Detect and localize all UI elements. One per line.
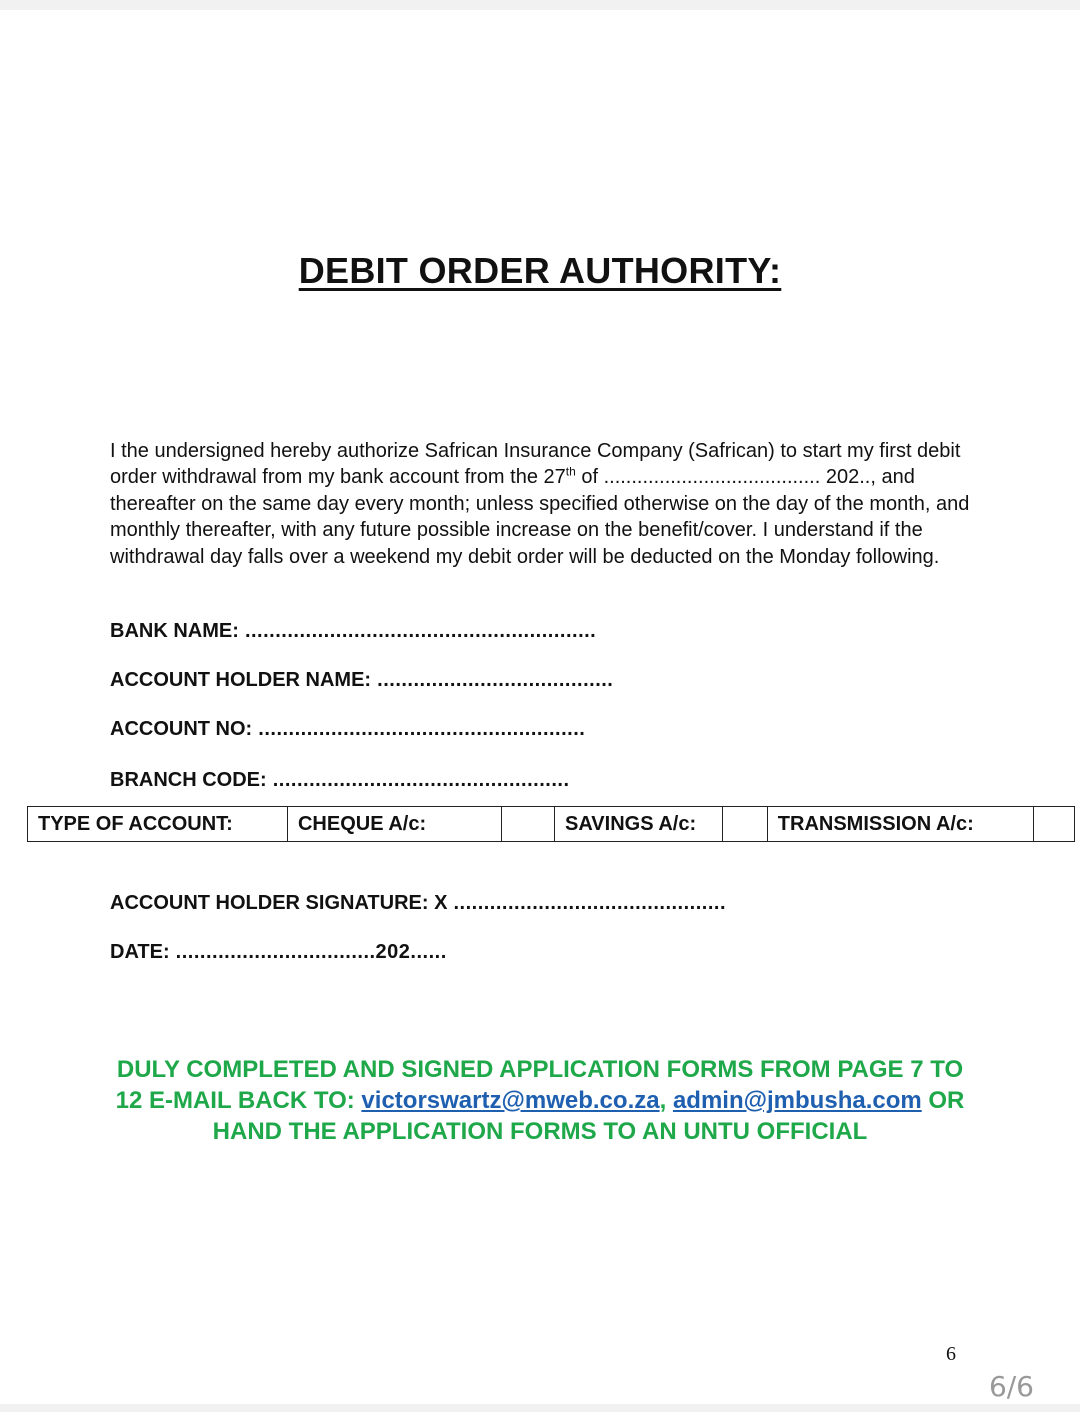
cheque-checkbox[interactable] [501, 807, 554, 842]
savings-checkbox[interactable] [722, 807, 767, 842]
bank-name-field[interactable] [110, 620, 596, 643]
savings-label: SAVINGS A/c: [555, 807, 723, 842]
notice-text-1: DULY COMPLETED AND SIGNED APPLICATION FORMS FROM PAGE 7 TO 12 E-MAIL BACK TO: [115, 1056, 964, 1114]
bank-name-label: BANK NAME: [110, 620, 239, 642]
cheque-label: CHEQUE A/c: [287, 807, 501, 842]
branch-code-field[interactable] [110, 769, 570, 792]
intro-text-3: and thereafter on the same day every month; unless specified otherwise on the day of the month, and monthly thereafter, with any future possible increase on the benefit/cover. I understand if the withdrawal day falls over a weekend my debit order will be deducted on the Monday following. [110, 466, 970, 568]
page-counter: 6/6 [988, 1370, 1034, 1403]
title-text: DEBIT ORDER AUTHORITY: [298, 250, 782, 291]
intro-superscript: th [565, 464, 576, 479]
branch-code-label: BRANCH CODE: [110, 769, 267, 791]
account-no-dots[interactable]: ...................................................... [252, 718, 586, 740]
date-label: DATE: [110, 941, 170, 963]
authorization-paragraph [110, 438, 990, 570]
notice-text-2: OR HAND THE APPLICATION FORMS TO AN UNTU OFFICIAL [212, 1087, 965, 1145]
account-holder-name-label: ACCOUNT HOLDER NAME: [110, 669, 372, 691]
account-type-label: TYPE OF ACCOUNT: [28, 807, 288, 842]
date-field[interactable] [110, 941, 447, 964]
signature-field[interactable] [110, 892, 726, 915]
notice-comma: , [659, 1087, 667, 1114]
transmission-checkbox[interactable] [1033, 807, 1074, 842]
signature-label: ACCOUNT HOLDER SIGNATURE: X [110, 892, 448, 914]
date-dots[interactable]: .................................202...... [169, 941, 447, 963]
signature-dots[interactable]: ............................................. [447, 892, 727, 914]
document-page [0, 10, 1080, 1404]
account-type-table [27, 806, 1075, 842]
email-link-victorswartz[interactable]: victorswartz@mweb.co.za [361, 1087, 660, 1114]
submission-notice [110, 1054, 970, 1147]
bank-name-dots[interactable]: .......................................................... [238, 620, 597, 642]
branch-code-dots[interactable]: ................................................. [266, 769, 570, 791]
account-holder-name-dots[interactable]: ....................................... [371, 669, 614, 691]
account-holder-name-field[interactable] [110, 669, 613, 692]
transmission-label: TRANSMISSION A/c: [767, 807, 1033, 842]
account-no-field[interactable] [110, 718, 585, 741]
account-type-row [28, 807, 1075, 842]
page-number: 6 [946, 1343, 956, 1365]
email-link-admin[interactable]: admin@jmbusha.com [672, 1087, 922, 1114]
page-title [0, 250, 1080, 292]
intro-text-1: I the undersigned hereby authorize Safrican Insurance Company (Safrican) to start my first debit order withdrawal from my bank account from the 27 [110, 440, 961, 489]
account-no-label: ACCOUNT NO: [110, 718, 253, 740]
intro-text-2: of ....................................... 202.., [575, 466, 876, 489]
